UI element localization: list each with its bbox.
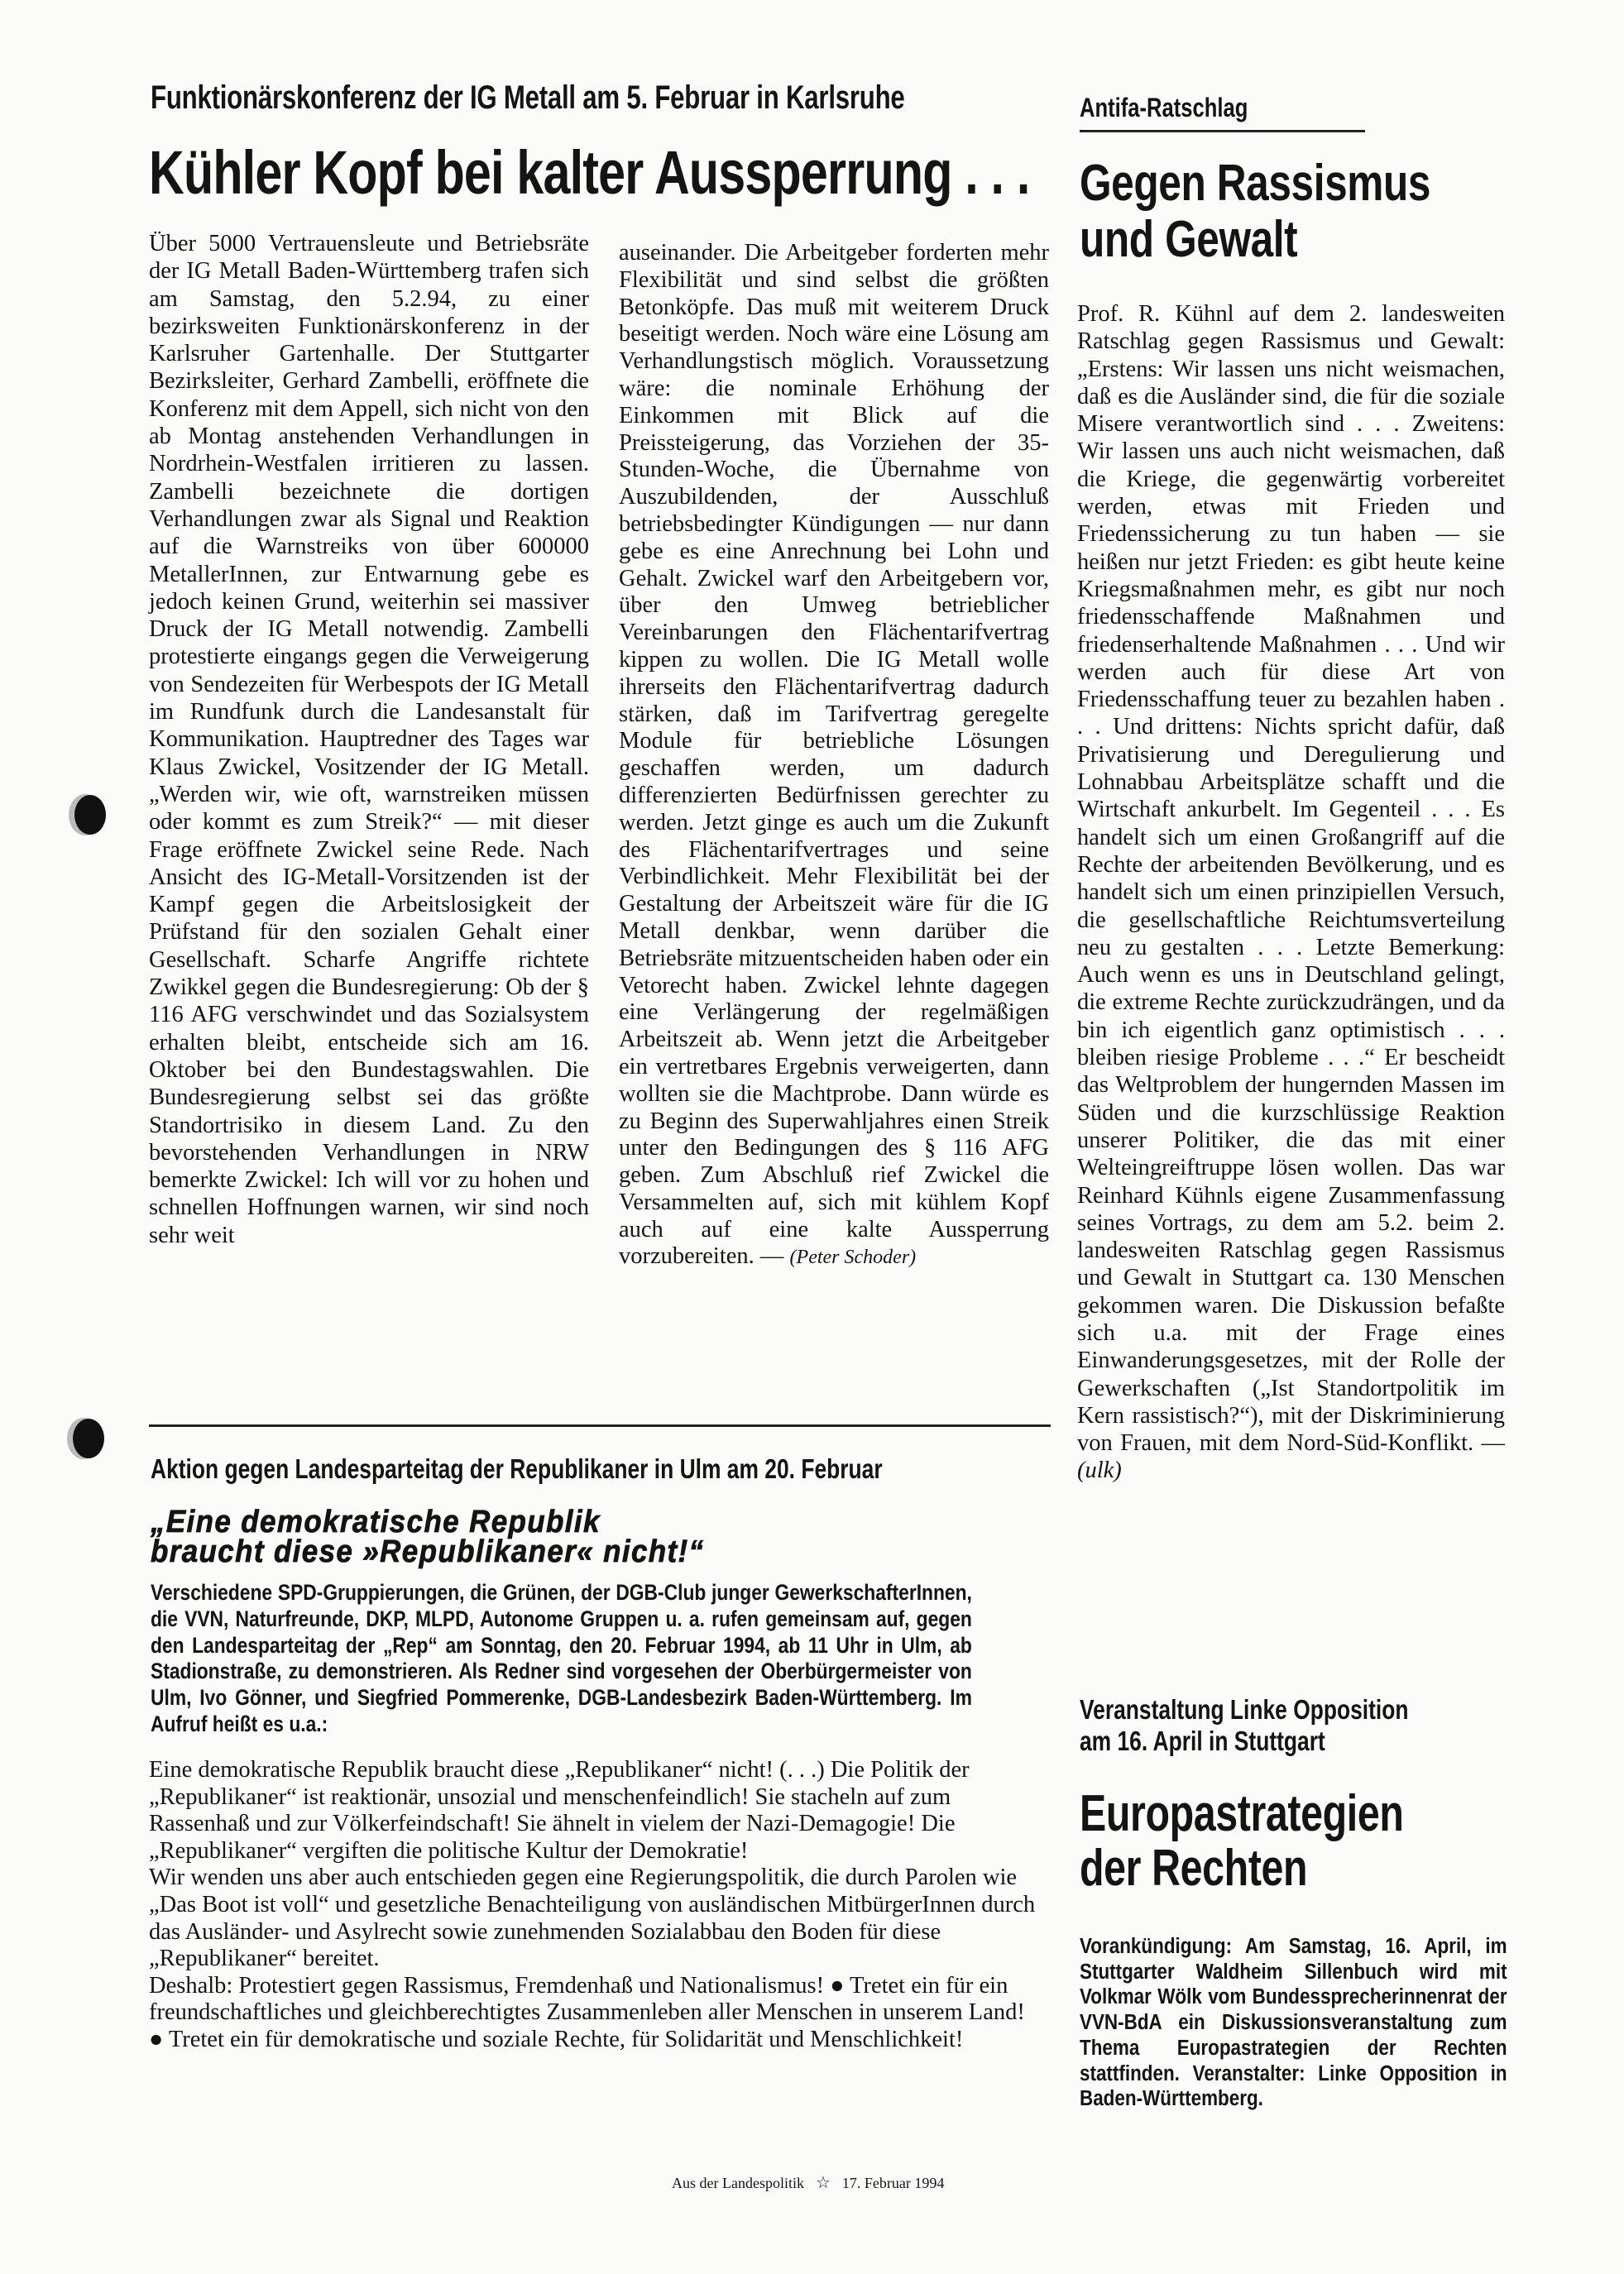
- main-article-author: (Peter Schoder): [789, 1247, 917, 1269]
- ulm-body-paragraph-1: Eine demokratische Republik braucht diese „Republikaner“ nicht! (. . .) Die Politik der „Republikaner“ ist reaktionär, unsozial und menschenfeindlich! Sie stacheln auf zum Rassenhaß und zur Völkerfeindschaft! Sie ähnelt in vielem der Nazi-Demagogie! Die „Republikaner“ vergiften die politische Kultur der Demokratie!: [149, 1757, 970, 1864]
- main-article-title: Kühler Kopf bei kalter Aussperrung . . .: [149, 138, 1030, 207]
- kicker-underline: [1080, 130, 1365, 132]
- antifa-title-line-1: Gegen Rassismus: [1080, 155, 1431, 212]
- event-article-body: Vorankündigung: Am Samstag, 16. April, im Stuttgarter Waldheim Sillenbuch wird mit Volkmar Wölk vom Bundessprecherinnenrat der VVN-BdA ein Diskussionsveranstaltung zum Thema Europastrategien der Rechten stattfinden. Veranstalter: Linke Opposition in Baden-Württemberg.: [1080, 1935, 1507, 2111]
- event-kicker-line-1: Veranstaltung Linke Opposition: [1080, 1694, 1409, 1725]
- ulm-title-line-1: „Eine demokratische Republik: [151, 1505, 601, 1539]
- footer-publication: Aus der Landespolitik: [672, 2175, 804, 2191]
- antifa-signature: (ulk): [1077, 1458, 1122, 1484]
- antifa-body-text: Prof. R. Kühnl auf dem 2. landesweiten Ratschlag gegen Rassismus und Gewalt: „Erstens: Wir lassen uns nicht weismachen, daß es die Ausländer sind, die für die soziale Misere verantwortlich sind . . . Zweitens: Wir lassen uns auch nicht weismachen, daß die Kriege, die gegenwärtig vorbereitet werden, etwas mit Frieden und Friedenssicherung zu tun haben — sie heißen nur jetzt Frieden: es gibt heute keine Kriegsmaßnahmen mehr, es gibt nur noch friedensschaffende Maßnahmen und friedenserhaltende Maßnahmen . . . Und wir werden auch für diese Art von Friedensschaffung teuer zu bezahlen haben . . . Und drittens: Nichts spricht dafür, daß Privatisierung und Deregulierung und Lohnabbau Arbeitsplätze schafft und die Wirtschaft ankurbelt. Im Gegenteil . . . Es handelt sich um einen Großangriff auf die Rechte der arbeitenden Bevölkerung, und es handelt sich um einen prinzipiellen Versuch, die gesellschaftliche Reichtumsverteilung neu zu gestalten . . . Letzte Bemerkung: Auch wenn es uns in Deutschland gelingt, die extreme Rechte zurückzudrängen, und da bin ich eigentlich ganz optimistisch . . . bleiben riesige Probleme . . .“ Er bescheidt das Weltproblem der hungernden Massen im Süden und die kurzschlüssige Reaktion unserer Politiker, die das mit einer Welteingreiftruppe lösen wollen. Das war Reinhard Kühnls eigene Zusammenfassung seines Vortrags, zu dem am 5.2. beim 2. landesweiten Ratschlag gegen Rassismus und Gewalt in Stuttgart ca. 130 Menschen gekommen waren. Die Diskussion befaßte sich u.a. mit der Frage eines Einwanderungsgesetzes, mit der Rolle der Gewerkschaften („Ist Standortpolitik im Kern rassistisch?“), mit der Diskriminierung von Frauen, mit dem Nord-Süd-Konflikt. —: [1077, 301, 1505, 1457]
- ulm-body-paragraph-2: Wir wenden uns aber auch entschieden gegen eine Regierungspolitik, die durch Parolen wie „Das Boot ist voll“ und gesetzliche Benachteiligung von ausländischen MitbürgerInnen durch das Ausländer- und Asylrecht sowie zunehmenden Sozialabbau den Boden für diese „Republikaner“ bereitet.: [149, 1865, 1036, 1972]
- footer-date: 17. Februar 1994: [841, 2175, 945, 2191]
- main-article-column-2: [619, 240, 1049, 1271]
- main-article-column-1: [149, 230, 589, 1249]
- ulm-article-kicker: Aktion gegen Landesparteitag der Republikaner in Ulm am 20. Februar: [151, 1453, 883, 1484]
- ulm-body-paragraph-3: Deshalb: Protestiert gegen Rassismus, Fremdenhaß und Nationalismus! ● Tretet ein für ein freundschaftliches und gleichberechtigtes Zusammenleben aller Menschen in unserem Land! ● Tretet ein für demokratische und soziale Rechte, für Solidarität und Menschlichkeit!: [149, 1972, 1025, 2052]
- antifa-body-paragraph: [1077, 300, 1505, 1485]
- event-title-line-2: der Rechten: [1080, 1840, 1308, 1897]
- punch-hole: [73, 1419, 104, 1458]
- event-article-title: [1080, 1787, 1403, 1896]
- punch-hole: [74, 795, 106, 835]
- main-article-col2-text: auseinander. Die Arbeitgeber forderten mehr Flexibilität und sind selbst die größten Betonköpfe. Das muß mit weiterem Druck beseitigt werden. Noch wäre eine Lösung am Verhandlungstisch möglich. Voraussetzung wäre: die nominale Erhöhung der Einkommen mit Blick auf die Preissteigerung, das Vorziehen der 35-Stunden-Woche, die Übernahme von Auszubildenden, der Ausschluß betriebsbedingter Kündigungen — nur dann gebe es eine Anrechnung bei Lohn und Gehalt. Zwickel warf den Arbeitgebern vor, über den Umweg betrieblicher Vereinbarungen den Flächentarifvertrag kippen zu wollen. Die IG Metall wolle ihrerseits den Flächentarifvertrag dadurch stärken, daß im Tarifvertrag geregelte Module für betriebliche Lösungen geschaffen werden, um dadurch differenzierten Bedürfnissen gerechter zu werden. Jetzt ginge es auch um die Zukunft des Flächentarifvertrages und seine Verbindlichkeit. Mehr Flexibilität bei der Gestaltung der Arbeitszeit wäre für die IG Metall denkbar, wenn darüber die Betriebsräte mitzuentscheiden haben oder ein Vetorecht haben. Zwickel lehnte dagegen eine Verlängerung der regelmäßigen Arbeitszeit ab. Wenn jetzt die Arbeitgeber ein vertretbares Ergebnis verweigerten, dann wollten sie die Machtprobe. Dann würde es zu Beginn des Superwahljahres einen Streik unter den Bedingungen des § 116 AFG geben. Zum Abschluß rief Zwickel die Versammelten auf, sich mit kühlem Kopf auch auf eine kalte Aussperrung vorzubereiten. —: [619, 240, 1049, 1270]
- ulm-article-lead: Verschiedene SPD-Gruppierungen, die Grünen, der DGB-Club junger GewerkschafterInnen, die VVN, Naturfreunde, DKP, MLPD, Autonome Gruppen u. a. rufen gemeinsam auf, gegen den Landesparteitag der „Rep“ am Sonntag, den 20. Februar 1994, ab 11 Uhr in Ulm, ab Stadionstraße, zu demonstrieren. Als Redner sind vorgesehen der Oberbürgermeister von Ulm, Ivo Gönner, und Siegfried Pommerenke, DGB-Landesbezirk Baden-Württemberg. Im Aufruf heißt es u.a.:: [151, 1580, 972, 1736]
- antifa-article-title: [1080, 156, 1430, 268]
- event-article-kicker: [1080, 1694, 1409, 1757]
- main-article-col1-text: Über 5000 Vertrauensleute und Betriebsräte der IG Metall Baden-Württemberg trafen sich am Samstag, den 5.2.94, zu einer bezirksweiten Funktionärskonferenz in der Karlsruher Gartenhalle. Der Stuttgarter Bezirksleiter, Gerhard Zambelli, eröffnete die Konferenz mit dem Appell, sich nicht von den ab Montag anstehenden Verhandlungen in Nordrhein-Westfalen irritieren zu lassen. Zambelli bezeichnete die dortigen Verhandlungen zwar als Signal und Reaktion auf die Warnstreiks von über 600000 MetallerInnen, zur Entwarnung gebe es jedoch keinen Grund, weiterhin sei massiver Druck der IG Metall notwendig. Zambelli protestierte eingangs gegen die Verweigerung von Sendezeiten für Werbespots der IG Metall im Rundfunk durch die Landesanstalt für Kommunikation. Hauptredner des Tages war Klaus Zwickel, Vositzender der IG Metall. „Werden wir, wie oft, warnstreiken müssen oder kommt es zum Streik?“ — mit dieser Frage eröffnete Zwickel seine Rede. Nach Ansicht des IG-Metall-Vorsitzenden ist der Kampf gegen die Arbeitslosigkeit der Prüfstand für den sozialen Gehalt einer Gesellschaft. Scharfe Angriffe richtete Zwikkel gegen die Bundesregierung: Ob der § 116 AFG verschwindet und das Sozialsystem erhalten bleibt, entscheide sich am 16. Oktober bei den Bundestagswahlen. Die Bundesregierung selbst sei das größte Standortrisiko in diesem Land. Zu den bevorstehenden Verhandlungen in NRW bemerkte Zwickel: Ich will vor zu hohen und schnellen Hoffnungen warnen, wir sind noch sehr weit: [149, 231, 589, 1248]
- event-kicker-line-2: am 16. April in Stuttgart: [1080, 1726, 1325, 1756]
- ulm-article-title: [151, 1507, 704, 1567]
- antifa-article-kicker: Antifa-Ratschlag: [1080, 93, 1248, 122]
- ulm-title-line-2: braucht diese »Republikaner« nicht!“: [151, 1534, 705, 1569]
- event-title-line-1: Europastrategien: [1080, 1785, 1404, 1842]
- star-icon: ☆: [815, 2174, 831, 2192]
- ulm-article-body: [149, 1757, 1042, 2054]
- main-article-kicker: Funktionärskonferenz der IG Metall am 5. Februar in Karlsruhe: [151, 79, 905, 116]
- antifa-article-body: [1077, 300, 1505, 1485]
- antifa-title-line-2: und Gewalt: [1080, 211, 1298, 268]
- main-article-col2-paragraph: [619, 240, 1049, 1271]
- section-divider: [149, 1424, 1051, 1427]
- page-footer: [672, 2172, 944, 2193]
